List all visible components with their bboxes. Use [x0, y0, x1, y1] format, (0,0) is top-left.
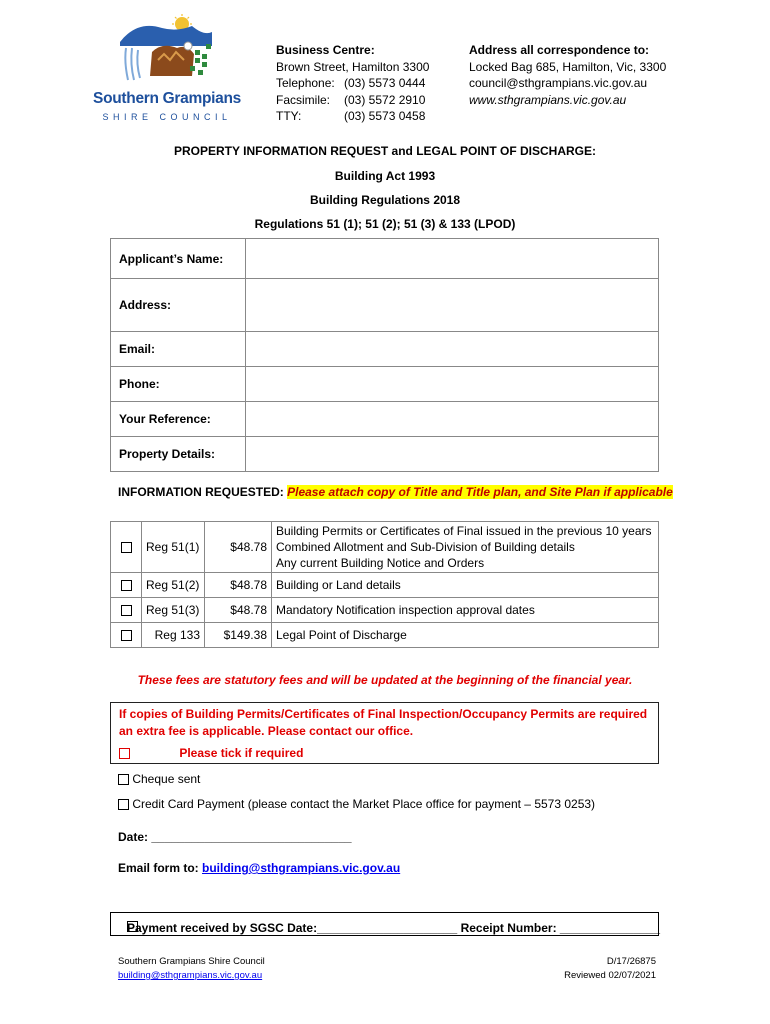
- field-label: Email:: [111, 332, 246, 367]
- desc-cell: [272, 522, 659, 573]
- date-line[interactable]: Date: ______________________________: [118, 830, 352, 844]
- applicant-name-field[interactable]: [246, 239, 659, 279]
- reg-133-checkbox[interactable]: [121, 630, 132, 641]
- form-row: [111, 437, 659, 472]
- correspondence-heading: Address all correspondence to:: [469, 43, 650, 57]
- copies-notice-text: If copies of Building Permits/Certificates of Final Inspection/Occupancy Permits are required an extra fee is applicable. Please contact our office.: [119, 707, 648, 738]
- footer-doc-id: D/17/26875: [606, 956, 656, 967]
- desc-cell: Legal Point of Discharge: [272, 623, 659, 648]
- form-row: [111, 279, 659, 332]
- form-row: [111, 239, 659, 279]
- desc-line: Building Permits or Certificates of Final issued in the previous 10 years: [276, 524, 652, 538]
- table-row: [111, 598, 659, 623]
- council-website[interactable]: www.sthgrampians.vic.gov.au: [469, 92, 627, 107]
- fee-cell: $48.78: [205, 573, 272, 598]
- information-requested: [118, 485, 673, 499]
- copies-notice-box: [110, 702, 659, 764]
- field-label: Applicant’s Name:: [111, 239, 246, 279]
- facsimile-value: (03) 5572 2910: [344, 92, 426, 107]
- fees-table: [110, 521, 659, 648]
- tick-required-row: [119, 746, 303, 760]
- tick-required-label: Please tick if required: [179, 746, 304, 760]
- correspondence-block: [469, 42, 666, 108]
- footer-email-link[interactable]: building@sthgrampians.vic.gov.au: [118, 970, 263, 981]
- council-email[interactable]: council@sthgrampians.vic.gov.au: [469, 76, 648, 90]
- telephone-value: (03) 5573 0444: [344, 76, 426, 90]
- form-row: [111, 402, 659, 437]
- applicant-form-table: [110, 238, 659, 472]
- payment-received-box: [110, 912, 659, 936]
- reg-51-2-checkbox[interactable]: [121, 580, 132, 591]
- email-field[interactable]: [246, 332, 659, 367]
- field-label: Your Reference:: [111, 402, 246, 437]
- copies-required-checkbox[interactable]: [119, 748, 130, 759]
- table-row: [111, 573, 659, 598]
- card-row: [118, 797, 595, 811]
- reg-51-1-checkbox[interactable]: [121, 542, 132, 553]
- card-label: Credit Card Payment (please contact the Market Place office for payment – 5573 0253): [132, 797, 596, 811]
- reference-field[interactable]: [246, 402, 659, 437]
- table-row: [111, 623, 659, 648]
- card-checkbox[interactable]: [118, 799, 129, 810]
- facsimile-label: Facsimile:: [276, 92, 331, 107]
- email-form-row: [118, 861, 400, 875]
- form-title: PROPERTY INFORMATION REQUEST and LEGAL POINT OF DISCHARGE:: [173, 144, 597, 158]
- desc-line: Any current Building Notice and Orders: [276, 556, 485, 570]
- payment-received-text: Payment received by SGSC Date:_____________________ Receipt Number: _______________: [127, 921, 661, 935]
- address-field[interactable]: [246, 279, 659, 332]
- email-form-label: Email form to:: [118, 861, 199, 875]
- field-label: Property Details:: [111, 437, 246, 472]
- field-label: Address:: [111, 279, 246, 332]
- org-subtitle: SHIRE COUNCIL: [102, 112, 232, 122]
- desc-cell: Mandatory Notification inspection approval dates: [272, 598, 659, 623]
- footer-left: [118, 955, 265, 983]
- info-requested-note: Please attach copy of Title and Title plan, and Site Plan if applicable: [287, 485, 673, 499]
- telephone-label: Telephone:: [276, 76, 335, 90]
- desc-line: Combined Allotment and Sub-Division of Building details: [276, 540, 575, 554]
- act-title: Building Act 1993: [334, 169, 436, 183]
- reg-cell: Reg 51(3): [142, 598, 205, 623]
- business-centre-heading: Business Centre:: [276, 43, 375, 57]
- field-label: Phone:: [111, 367, 246, 402]
- reg-cell: Reg 51(2): [142, 573, 205, 598]
- building-email-link[interactable]: building@sthgrampians.vic.gov.au: [202, 861, 401, 875]
- table-row: [111, 522, 659, 573]
- phone-field[interactable]: [246, 367, 659, 402]
- form-row: [111, 367, 659, 402]
- reg-cell: Reg 133: [142, 623, 205, 648]
- footer-reviewed: Reviewed 02/07/2021: [564, 970, 656, 981]
- statutory-note: These fees are statutory fees and will be updated at the beginning of the financial year.: [137, 673, 633, 687]
- business-centre-block: [276, 42, 429, 125]
- org-name: Southern Grampians: [93, 90, 241, 107]
- fee-cell: $149.38: [205, 623, 272, 648]
- council-logo: [92, 14, 242, 126]
- reg-cell: Reg 51(1): [142, 522, 205, 573]
- reg-51-3-checkbox[interactable]: [121, 605, 132, 616]
- grampians-logo-icon: [92, 14, 242, 90]
- desc-cell: Building or Land details: [272, 573, 659, 598]
- business-street: Brown Street, Hamilton 3300: [276, 59, 430, 74]
- info-requested-label: INFORMATION REQUESTED:: [118, 485, 284, 499]
- footer-right: [564, 955, 656, 983]
- tty-label: TTY:: [276, 109, 302, 123]
- property-details-field[interactable]: [246, 437, 659, 472]
- fee-cell: $48.78: [205, 598, 272, 623]
- cheque-checkbox[interactable]: [118, 774, 129, 785]
- regulations-title: Building Regulations 2018: [309, 193, 461, 207]
- fee-cell: $48.78: [205, 522, 272, 573]
- footer-org: Southern Grampians Shire Council: [118, 956, 265, 967]
- cheque-label: Cheque sent: [132, 772, 201, 786]
- regulations-list: Regulations 51 (1); 51 (2); 51 (3) & 133 (LPOD): [254, 217, 516, 231]
- tty-value: (03) 5573 0458: [344, 109, 426, 123]
- form-row: [111, 332, 659, 367]
- cheque-row: [118, 772, 200, 786]
- correspondence-address: Locked Bag 685, Hamilton, Vic, 3300: [469, 59, 667, 74]
